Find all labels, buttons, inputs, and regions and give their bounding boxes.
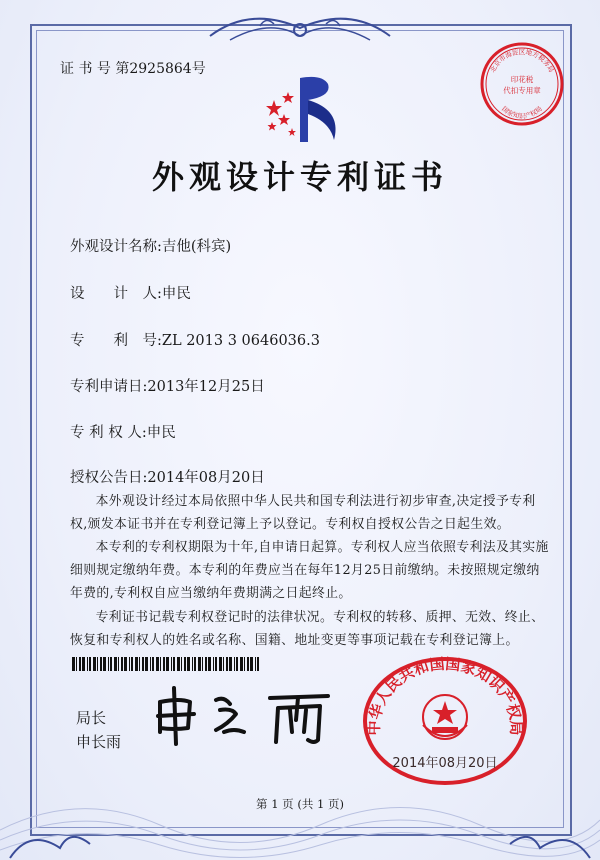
field-label: 设 计 人: xyxy=(70,286,162,302)
field-value: 申民 xyxy=(161,286,191,302)
field-value: 吉他(科宾) xyxy=(161,239,232,255)
barcode xyxy=(72,657,262,671)
seal-ring-text: 中华人民共和国国家知识产权局 xyxy=(364,655,526,736)
paragraph-term: 本专利的专利权期限为十年,自申请日起算。专利权人应当依照专利法及其实施细则规定缴纳年费。本专利的年费应当在每年12月25日前缴纳。未按照规定缴纳年费的,专利权自应当缴纳年费期满之日起终止。 xyxy=(70,540,549,601)
certificate-number: 证 书 号 第2925864号 xyxy=(60,61,206,77)
seal-ring-text: 北京市海淀区地方税务局 xyxy=(488,48,556,74)
patent-office-logo-icon xyxy=(262,70,352,150)
field-label: 专利申请日: xyxy=(70,379,148,395)
field-design-name xyxy=(70,235,231,256)
field-value: 2013年12月25日 xyxy=(147,379,265,395)
top-ornament xyxy=(200,6,400,50)
field-value: 2014年08月20日 xyxy=(147,470,265,486)
seal-center-text: 印花税 xyxy=(510,75,534,84)
signer-name: 申长雨 xyxy=(76,733,122,751)
field-application-date xyxy=(70,375,265,396)
seal-date: 2014年08月20日 xyxy=(392,756,498,771)
field-publication-date xyxy=(70,466,265,487)
svg-text:国家知识产权局 xyxy=(500,104,544,120)
handwritten-signature xyxy=(150,680,340,750)
field-patent-number xyxy=(70,329,320,350)
tax-seal-stamp xyxy=(478,40,566,128)
signer-title: 局长 xyxy=(76,709,107,727)
field-label: 专 利 号: xyxy=(70,333,162,349)
page-footer: 第 1 页 (共 1 页) xyxy=(256,797,344,811)
paragraph-legal-status: 专利证书记载专利权登记时的法律状况。专利权的转移、质押、无效、终止、恢复和专利权人的姓名或名称、国籍、地址变更等事项记载在专利登记簿上。 xyxy=(70,610,545,648)
paragraph-grant: 本外观设计经过本局依照中华人民共和国专利法进行初步审查,决定授予专利权,颁发本证书并在专利登记簿上予以登记。专利权自授权公告之日起生效。 xyxy=(70,494,536,532)
field-value: 申民 xyxy=(146,425,176,441)
field-label: 专 利 权 人: xyxy=(70,425,147,441)
seal-center-text-2: 代扣专用章 xyxy=(503,86,541,95)
field-value: ZL 2013 3 0646036.3 xyxy=(161,333,320,349)
seal-bottom-text: 国家知识产权局 xyxy=(500,104,544,120)
field-patentee xyxy=(70,421,176,442)
field-label: 外观设计名称: xyxy=(70,239,162,255)
patent-office-seal-stamp xyxy=(360,655,530,785)
field-designer xyxy=(70,282,191,303)
field-label: 授权公告日: xyxy=(70,470,148,486)
document-title: 外观设计专利证书 xyxy=(151,158,448,196)
national-emblem-icon xyxy=(423,695,467,739)
